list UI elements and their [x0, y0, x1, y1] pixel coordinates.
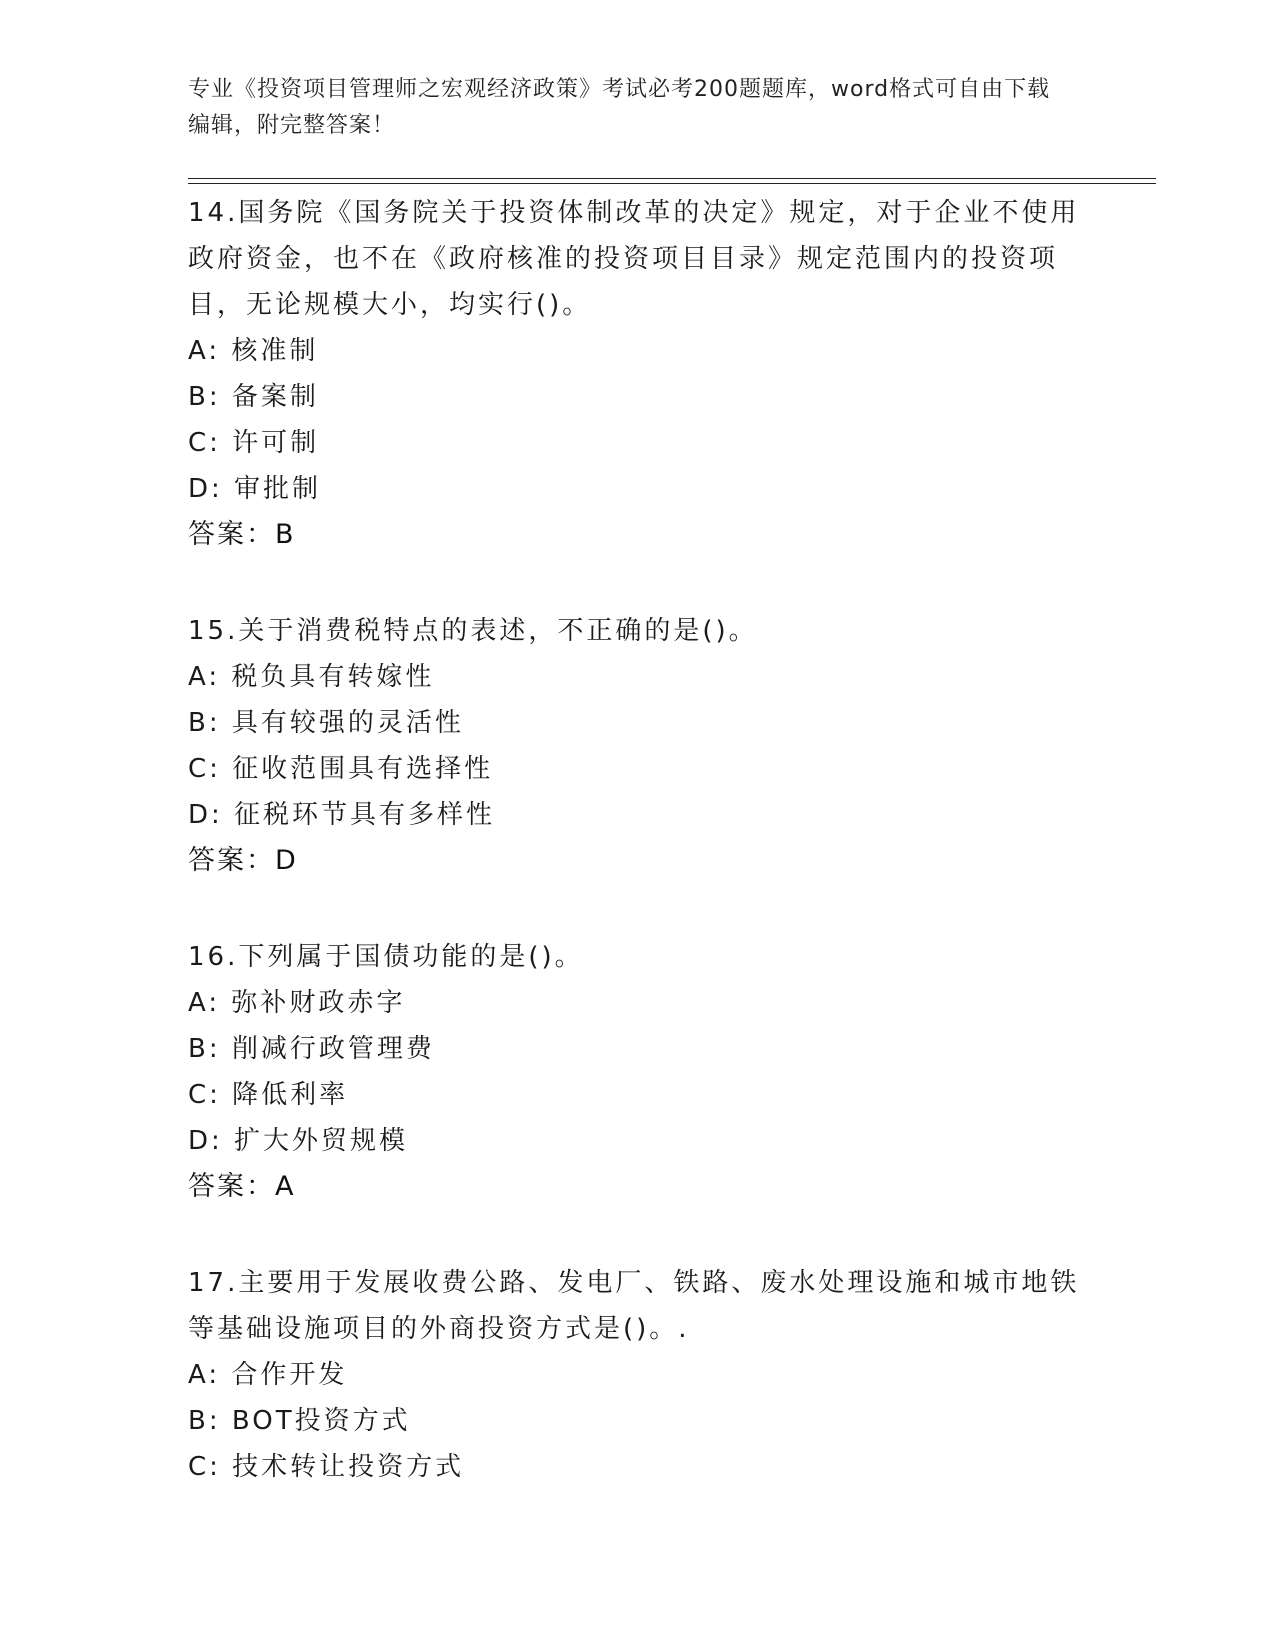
question-stem: 15.关于消费税特点的表述，不正确的是()。 — [188, 616, 758, 646]
question-17 — [188, 1260, 1088, 1490]
answer-line: 答案：B — [188, 519, 296, 550]
option-b: B: 具有较强的灵活性 — [188, 708, 464, 738]
option-c: C: 许可制 — [188, 428, 320, 458]
header-divider-bottom — [188, 183, 1156, 184]
option-d: D: 征税环节具有多样性 — [188, 800, 496, 830]
option-a: A: 税负具有转嫁性 — [188, 662, 435, 692]
answer-line: 答案：A — [188, 1171, 296, 1202]
question-16 — [188, 934, 1088, 1210]
option-b: B: BOT投资方式 — [188, 1406, 411, 1436]
header-divider-top — [188, 178, 1156, 179]
question-stem: 14.国务院《国务院关于投资体制改革的决定》规定，对于企业不使用政府资金，也不在《政府核准的投资项目目录》规定范围内的投资项目，无论规模大小，均实行()。 — [188, 198, 1080, 320]
option-c: C: 技术转让投资方式 — [188, 1452, 465, 1482]
option-a: A: 弥补财政赤字 — [188, 988, 406, 1018]
option-d: D: 审批制 — [188, 474, 322, 504]
option-list — [188, 980, 1088, 1164]
question-list — [188, 190, 1088, 1540]
option-b: B: 备案制 — [188, 382, 319, 412]
question-stem: 17.主要用于发展收费公路、发电厂、铁路、废水处理设施和城市地铁等基础设施项目的外商投资方式是()。. — [188, 1268, 1080, 1344]
answer-line: 答案：D — [188, 845, 298, 876]
option-list — [188, 654, 1088, 838]
option-c: C: 征收范围具有选择性 — [188, 754, 494, 784]
question-14 — [188, 190, 1088, 558]
option-c: C: 降低利率 — [188, 1080, 349, 1110]
option-list — [188, 1352, 1088, 1490]
option-a: A: 合作开发 — [188, 1360, 348, 1390]
option-b: B: 削减行政管理费 — [188, 1034, 435, 1064]
question-15 — [188, 608, 1088, 884]
header-note: 专业《投资项目管理师之宏观经济政策》考试必考200题题库，word格式可自由下载编辑，附完整答案！ — [188, 77, 1051, 138]
option-list — [188, 328, 1088, 512]
question-stem: 16.下列属于国债功能的是()。 — [188, 942, 584, 972]
option-a: A: 核准制 — [188, 336, 319, 366]
option-d: D: 扩大外贸规模 — [188, 1126, 409, 1156]
